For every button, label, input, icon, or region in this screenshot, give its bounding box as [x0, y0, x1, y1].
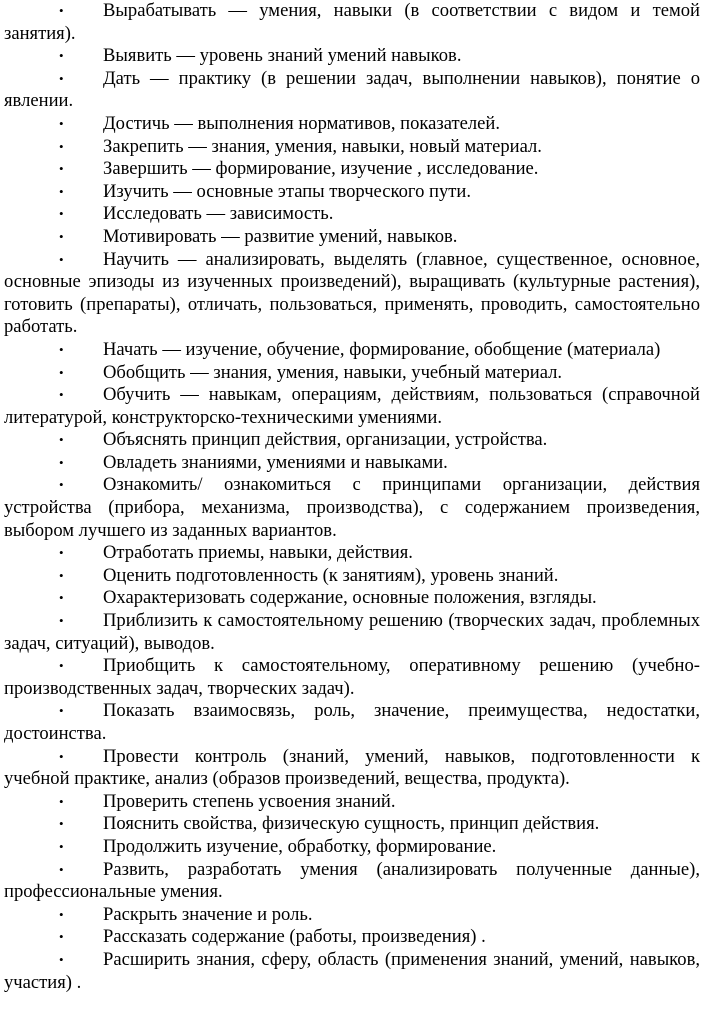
- list-item: • Оценить подготовленность (к занятиям), уровень знаний.: [4, 565, 700, 588]
- list-item: • Провести контроль (знаний, умений, навыков, подготовленности к учебной практике, анализ (образов произведений, вещества, продукта).: [4, 746, 700, 791]
- list-item: • Вырабатывать — умения, навыки (в соответствии с видом и темой занятия).: [4, 0, 700, 45]
- list-item: • Пояснить свойства, физическую сущность, принцип действия.: [4, 813, 700, 836]
- list-item: • Обобщить — знания, умения, навыки, учебный материал.: [4, 362, 700, 385]
- list-item: • Отработать приемы, навыки, действия.: [4, 542, 700, 565]
- list-item: • Развить, разработать умения (анализировать полученные данные), профессиональные умения.: [4, 859, 700, 904]
- list-item: • Раскрыть значение и роль.: [4, 904, 700, 927]
- list-item: • Показать взаимосвязь, роль, значение, преимущества, недостатки, достоинства.: [4, 700, 700, 745]
- list-item: • Рассказать содержание (работы, произведения) .: [4, 926, 700, 949]
- list-item: • Расширить знания, сферу, область (применения знаний, умений, навыков, участия) .: [4, 949, 700, 994]
- list-item: • Закрепить — знания, умения, навыки, новый материал.: [4, 136, 700, 159]
- list-item: • Обучить — навыкам, операциям, действиям, пользоваться (справочной литературой, конструкторско-техническими умениями.: [4, 384, 700, 429]
- list-item: • Научить — анализировать, выделять (главное, существенное, основное, основные эпизоды из изученных произведений), выращивать (культурные растения), готовить (препараты), отличать, пользоваться, применять, проводить, самостоятельно работать.: [4, 249, 700, 339]
- bullet-list: [4, 0, 700, 994]
- list-item: • Объяснять принцип действия, организации, устройства.: [4, 429, 700, 452]
- list-item: • Дать — практику (в решении задач, выполнении навыков), понятие о явлении.: [4, 68, 700, 113]
- list-item: • Завершить — формирование, изучение , исследование.: [4, 158, 700, 181]
- list-item: • Изучить — основные этапы творческого пути.: [4, 181, 700, 204]
- list-item: • Начать — изучение, обучение, формирование, обобщение (материала): [4, 339, 700, 362]
- list-item: • Овладеть знаниями, умениями и навыками.: [4, 452, 700, 475]
- list-item: • Приобщить к самостоятельному, оперативному решению (учебно-производственных задач, творческих задач).: [4, 655, 700, 700]
- list-item: • Ознакомить/ ознакомиться с принципами организации, действия устройства (прибора, механизма, производства), с содержанием произведения, выбором лучшего из заданных вариантов.: [4, 474, 700, 542]
- list-item: • Достичь — выполнения нормативов, показателей.: [4, 113, 700, 136]
- list-item: • Исследовать — зависимость.: [4, 203, 700, 226]
- list-item: • Приблизить к самостоятельному решению (творческих задач, проблемных задач, ситуаций), выводов.: [4, 610, 700, 655]
- list-item: • Продолжить изучение, обработку, формирование.: [4, 836, 700, 859]
- list-item: • Охарактеризовать содержание, основные положения, взгляды.: [4, 587, 700, 610]
- list-item: • Выявить — уровень знаний умений навыков.: [4, 45, 700, 68]
- list-item: • Проверить степень усвоения знаний.: [4, 791, 700, 814]
- list-item: • Мотивировать — развитие умений, навыков.: [4, 226, 700, 249]
- document-page: [4, 0, 700, 994]
